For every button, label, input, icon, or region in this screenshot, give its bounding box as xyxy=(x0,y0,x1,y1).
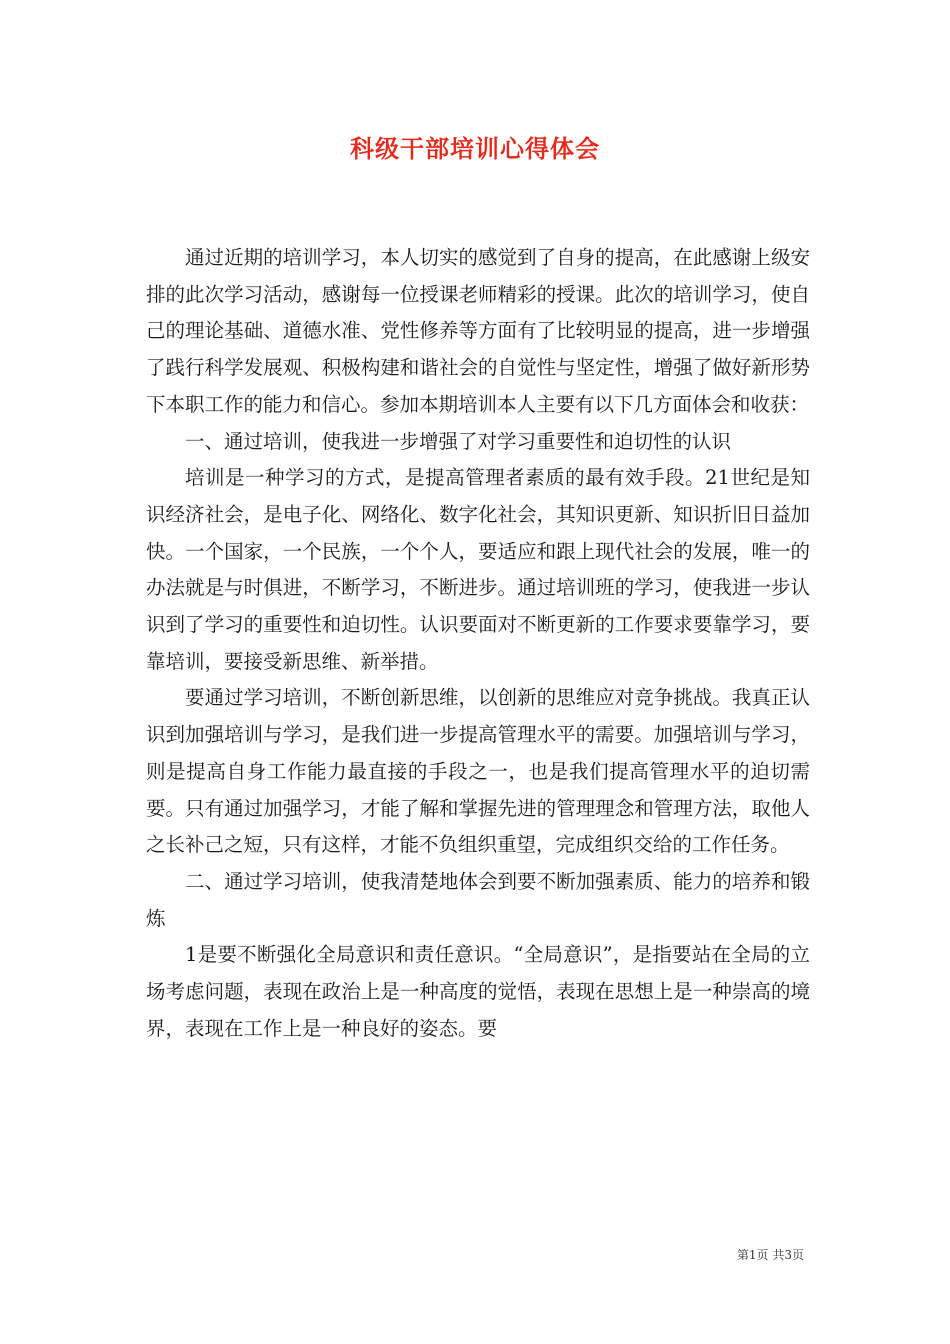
page-number: 第1页 共3页 xyxy=(736,1248,804,1262)
paragraph-intro: 通过近期的培训学习，本人切实的感觉到了自身的提高，在此感谢上级安排的此次学习活动，感谢每一位授课老师精彩的授课。此次的培训学习，使自己的理论基础、道德水准、党性修养等方面有了比较明显的提高，进一步增强了践行科学发展观、积极构建和谐社会的自觉性与坚定性，增强了做好新形势下本职工作的能力和信心。参加本期培训本人主要有以下几方面体会和收获： xyxy=(146,246,810,416)
document-title: 科级干部培训心得体会 xyxy=(350,134,600,163)
paragraph-point-one: 1是要不断强化全局意识和责任意识。“全局意识”，是指要站在全局的立场考虑问题，表现在政治上是一种高度的觉悟，表现在思想上是一种崇高的境界，表现在工作上是一种良好的姿态。要 xyxy=(146,943,810,1040)
paragraph-heading-two: 二、通过学习培训，使我清楚地体会到要不断加强素质、能力的培养和锻炼 xyxy=(146,869,810,930)
paragraph-training: 培训是一种学习的方式，是提高管理者素质的最有效手段。21世纪是知识经济社会，是电子化、网络化、数字化社会，其知识更新、知识折旧日益加快。一个国家，一个民族，一个个人，要适应和跟上现代社会的发展，唯一的办法就是与时俱进，不断学习，不断进步。通过培训班的学习，使我进一步认识到了学习的重要性和迫切性。认识要面对不断更新的工作要求要靠学习，要靠培训，要接受新思维、新举措。 xyxy=(146,466,810,673)
paragraph-innovation: 要通过学习培训，不断创新思维，以创新的思维应对竞争挑战。我真正认识到加强培训与学习，是我们进一步提高管理水平的需要。加强培训与学习，则是提高自身工作能力最直接的手段之一，也是我们提高管理水平的迫切需要。只有通过加强学习，才能了解和掌握先进的管理理念和管理方法，取他人之长补己之短，只有这样，才能不负组织重望，完成组织交给的工作任务。 xyxy=(146,686,810,857)
document-body xyxy=(146,240,810,1047)
paragraph-heading-one: 一、通过培训，使我进一步增强了对学习重要性和迫切性的认识 xyxy=(185,429,732,453)
